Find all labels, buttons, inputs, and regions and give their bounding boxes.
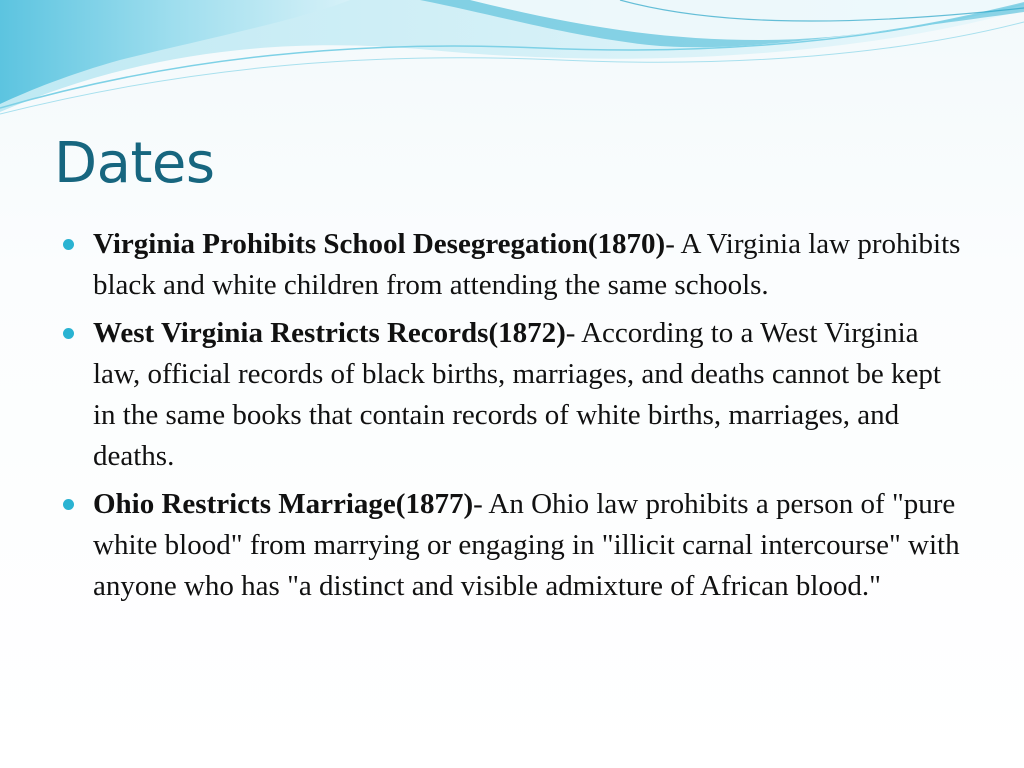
bullet-marker-icon bbox=[63, 499, 74, 510]
header-wave-decoration bbox=[0, 0, 1024, 130]
slide-title: Dates bbox=[54, 131, 215, 196]
bullet-text: - According to a West Virginia law, official records of black births, marriages, and deaths cannot be kept in the same books that contain records of white births, marriages, and deaths. bbox=[93, 317, 941, 472]
bullet-text: - An Ohio law prohibits a person of "pure white blood" from marrying or engaging in "illicit carnal intercourse" with anyone who has "a distinct and visible admixture of African blood." bbox=[93, 488, 960, 602]
bullet-heading: West Virginia Restricts Records(1872) bbox=[93, 317, 566, 349]
bullet-heading: Virginia Prohibits School Desegregation(1870) bbox=[93, 228, 666, 260]
bullet-item-virginia bbox=[62, 224, 962, 306]
bullet-text: - A Virginia law prohibits black and white children from attending the same schools. bbox=[93, 228, 961, 301]
bullet-heading: Ohio Restricts Marriage(1877) bbox=[93, 488, 474, 520]
bullet-list bbox=[62, 224, 962, 614]
bullet-marker-icon bbox=[63, 328, 74, 339]
bullet-marker-icon bbox=[63, 239, 74, 250]
bullet-item-ohio bbox=[62, 484, 962, 607]
bullet-item-west-virginia bbox=[62, 313, 962, 477]
